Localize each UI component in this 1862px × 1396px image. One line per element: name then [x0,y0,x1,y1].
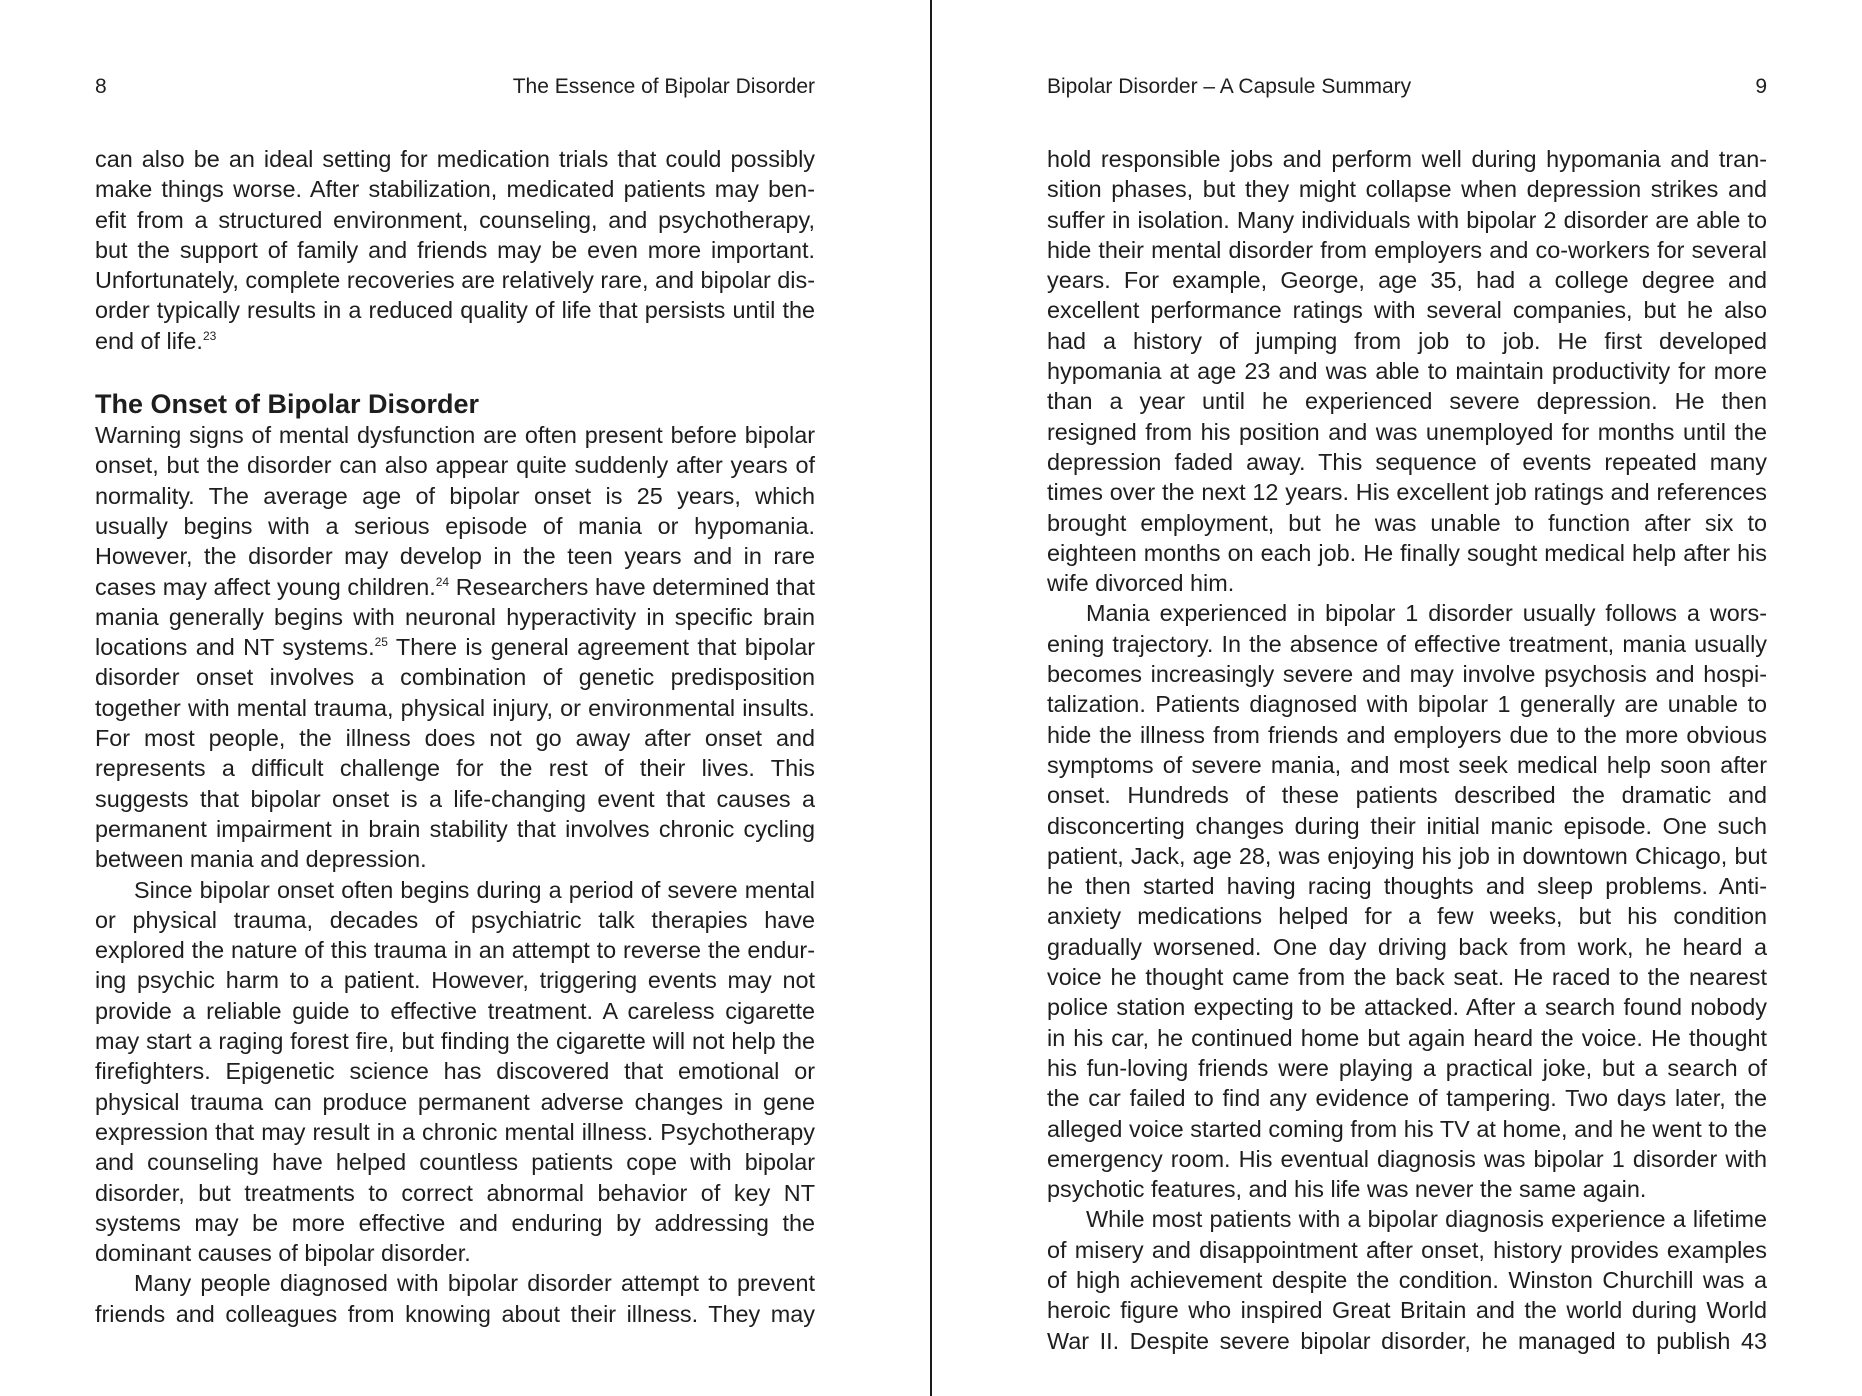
left-page [95,0,815,1396]
left-running-title: The Essence of Bipolar Disorder [512,75,815,98]
left-paragraph-2a-text: Warning signs of mental dysfunction are often present before bipolar onset, but the disorder can also appear quite suddenly after years of normality. The average age of bipolar onset is 25 years, which usually begins with a serious episode of mania or hypomania. However, the disorder may develop in the teen years and in rare cases may affect young children. [95,422,815,600]
right-running-head [1047,74,1767,100]
left-paragraph-1 [95,144,815,356]
left-running-head [95,74,815,100]
right-page-body [1047,144,1767,1356]
right-running-title: Bipolar Disorder – A Capsule Summary [1047,75,1412,98]
right-page-number: 9 [1755,75,1767,98]
section-heading: The Onset of Bipolar Disorder [95,389,480,420]
left-paragraph-4: Many people diagnosed with bipolar disorder attempt to prevent friends and colleagues from knowing about their illness. They may [95,1270,815,1327]
page-gutter-divider [930,0,932,1396]
left-page-number: 8 [95,75,107,98]
left-paragraph-2b-text: Researchers have determined that mania generally begins with neuronal hyperactivity in specific brain locations and NT systems. [95,573,815,661]
left-paragraph-1-text: can also be an ideal setting for medication trials that could possibly make things worse. After stabilization, medicated patients may benefit from a structured environment, counseling, and psychotherapy, but the support of family and friends may be even more important. Unfortunately, complete recoveries are relatively rare, and bipolar disorder typically results in a reduced quality of life that persists until the end of life. [95,146,815,354]
left-paragraph-2 [95,420,815,874]
right-paragraph-3: While most patients with a bipolar diagnosis experience a lifetime of misery and disappointment after onset, history provides examples of high achievement despite the condition. Winston Churchill was a heroic figure who inspired Great Britain and the world during World War II. Despite severe bipolar disorder, he managed to publish 43 [1047,1206,1767,1354]
right-paragraph-1: hold responsible jobs and perform well during hypomania and transition phases, but they might collapse when depression strikes and suffer in isolation. Many individuals with bipolar 2 disorder are able to hide their mental disorder from employers and co-workers for several years. For example, George, age 35, had a college degree and excellent performance ratings with several companies, but he also had a history of jumping from job to job. He first developed hypomania at age 23 and was able to maintain productivity for more than a year until he experienced severe depression. He then resigned from his position and was unemployed for months until the depression faded away. This sequence of events repeated many times over the next 12 years. His excellent job ratings and references brought employment, but he was unable to function after six to eighteen months on each job. He finally sought medical help after his wife divorced him. [1047,146,1767,597]
footnote-ref-23: 23 [202,328,217,343]
right-paragraph-2: Mania experienced in bipolar 1 disorder usually follows a worsening trajectory. In the absence of effective treatment, mania usually becomes increasingly severe and may involve psychosis and hospitalization. Patients diagnosed with bipolar 1 generally are unable to hide the illness from friends and employers due to the more obvious symptoms of severe mania, and most seek medical help soon after onset. Hundreds of these patients described the dramatic and disconcerting changes during their initial manic episode. One such patient, Jack, age 28, was enjoying his job in downtown Chicago, but he then started having racing thoughts and sleep problems. Anti-anxiety medications helped for a few weeks, but his condition gradually worsened. One day driving back from work, he heard a voice he thought came from the back seat. He raced to the nearest police station expecting to be attacked. After a search found nobody in his car, he continued home but again heard the voice. He thought his fun-loving friends were playing a practical joke, but a search of the car failed to find any evidence of tampering. Two days later, the alleged voice started coming from his TV at home, and he went to the emergency room. His eventual diagnosis was bipolar 1 disorder with psychotic features, and his life was never the same again. [1047,600,1767,1203]
footnote-ref-25: 25 [374,635,388,650]
left-paragraph-2c-text: There is general agreement that bipolar disorder onset involves a combination of genetic predisposition together with mental trauma, physical injury, or environmental insults. For most people, the illness does not go away after onset and represents a difficult challenge for the rest of their lives. This suggests that bipolar onset is a life-changing event that causes a permanent impairment in brain stability that involves chronic cycling between mania and depression. [95,634,815,873]
footnote-ref-24: 24 [435,574,450,589]
right-page [1047,0,1767,1396]
left-paragraph-3: Since bipolar onset often begins during a period of severe mental or physical trauma, decades of psychiatric talk therapies have explored the nature of this trauma in an attempt to reverse the enduring psychic harm to a patient. However, triggering events may not provide a reliable guide to effective treatment. A careless cigarette may start a raging forest fire, but finding the cigarette will not help the firefighters. Epigenetic science has discovered that emotional or physical trauma can produce permanent adverse changes in gene expression that may result in a chronic mental illness. Psychotherapy and counseling have helped countless patients cope with bipolar disorder, but treatments to correct abnormal behavior of key NT systems may be more effective and enduring by addressing the dominant causes of bipolar disorder. [95,876,815,1267]
left-page-body [95,144,815,1329]
